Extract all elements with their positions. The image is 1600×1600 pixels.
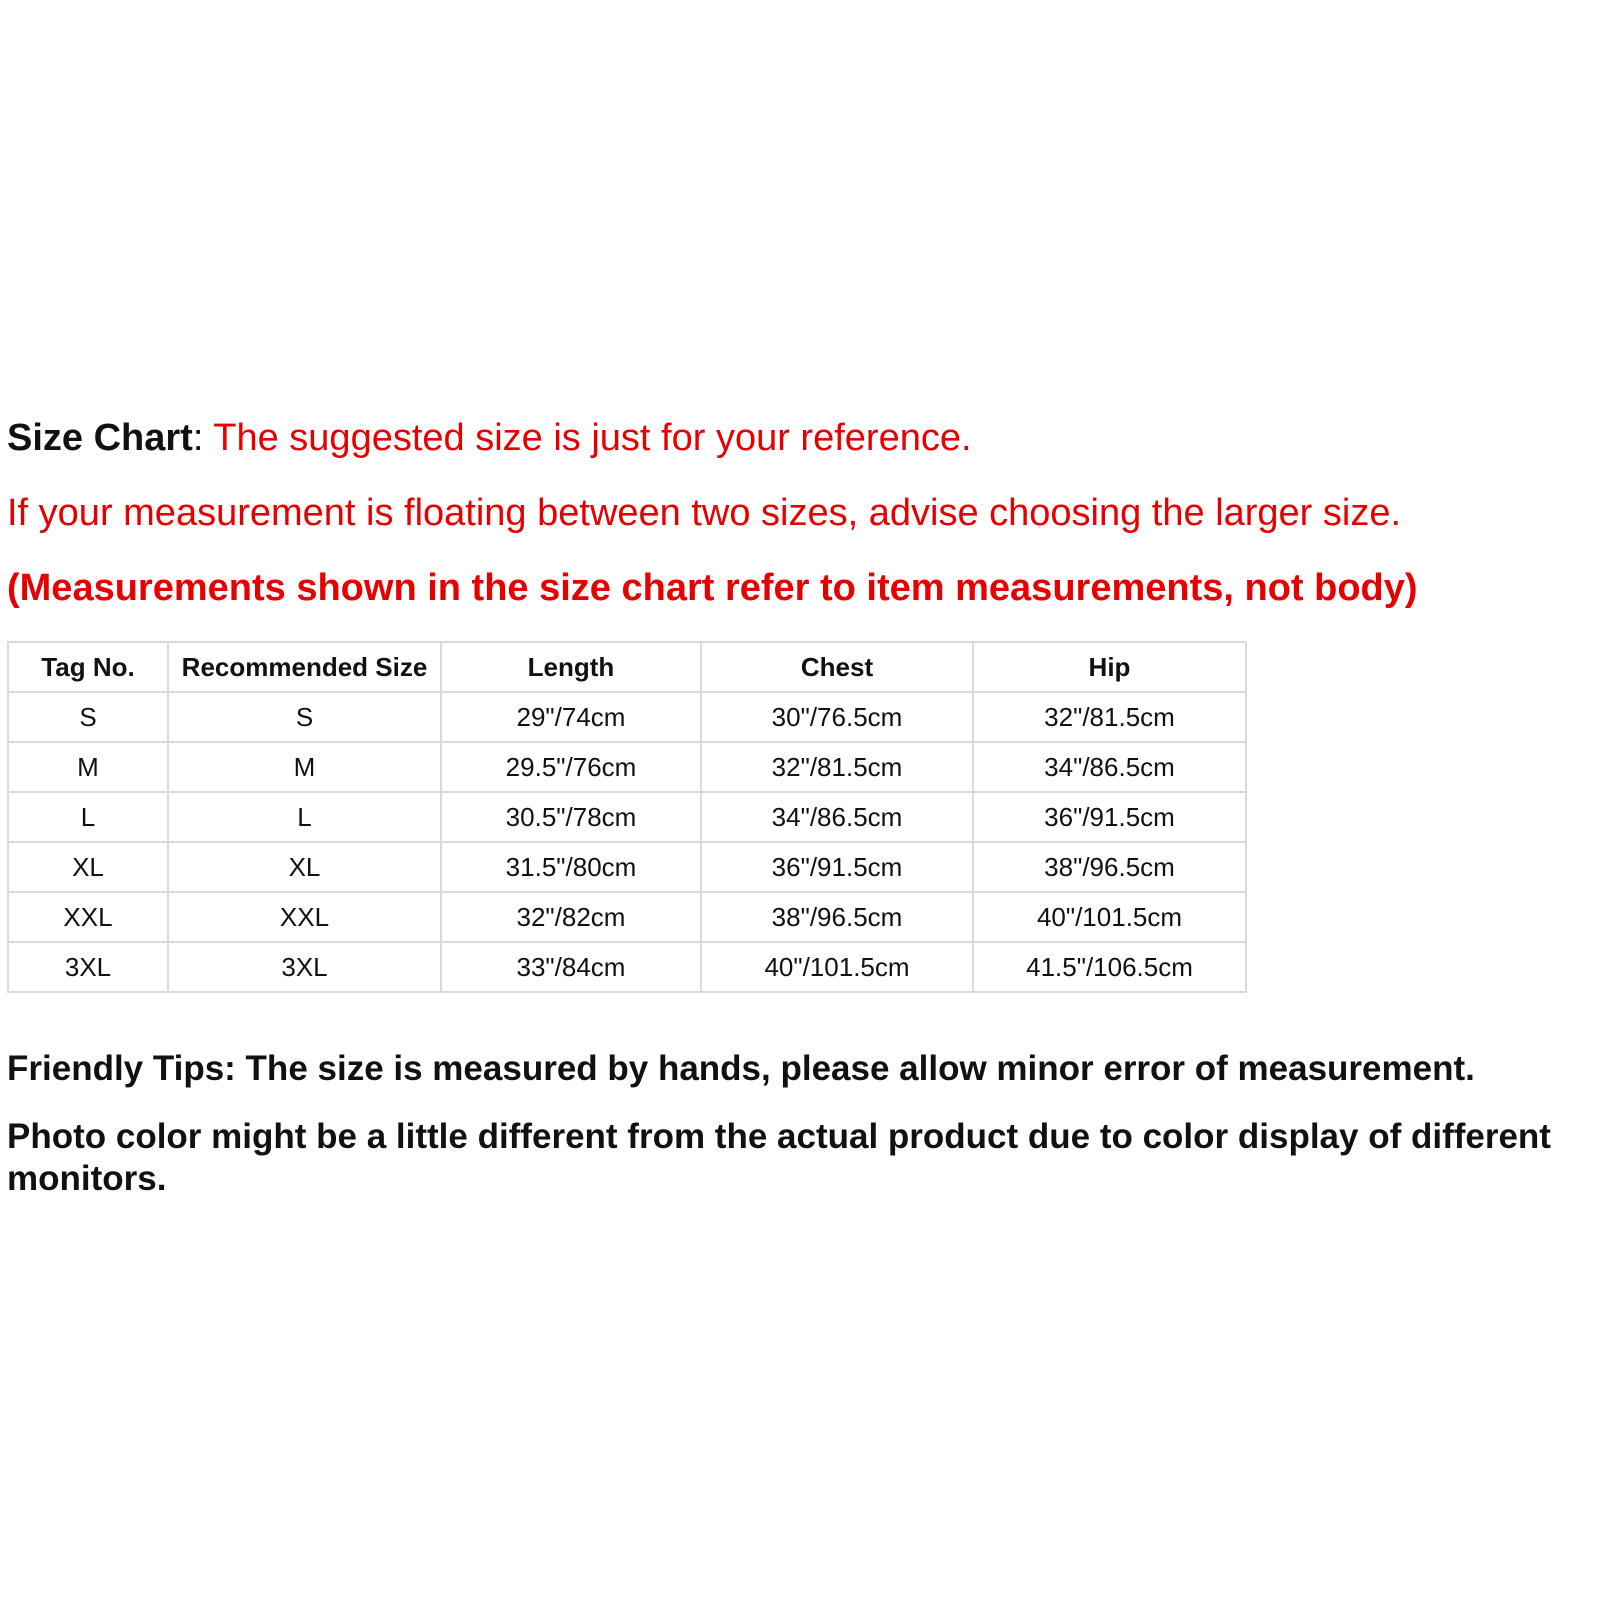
cell-hip: 32"/81.5cm bbox=[973, 692, 1246, 742]
cell-length: 29"/74cm bbox=[441, 692, 701, 742]
cell-length: 30.5"/78cm bbox=[441, 792, 701, 842]
photo-color-note: Photo color might be a little different from the actual product due to color display of different monitors. bbox=[7, 1117, 1551, 1198]
table-row bbox=[8, 842, 1246, 892]
size-advice: If your measurement is floating between two sizes, advise choosing the larger size. bbox=[7, 492, 1402, 534]
cell-chest: 36"/91.5cm bbox=[701, 842, 973, 892]
cell-hip: 40"/101.5cm bbox=[973, 892, 1246, 942]
cell-chest: 34"/86.5cm bbox=[701, 792, 973, 842]
cell-length: 33"/84cm bbox=[441, 942, 701, 992]
measurement-note: (Measurements shown in the size chart refer to item measurements, not body) bbox=[7, 567, 1418, 609]
title-separator: : bbox=[192, 417, 214, 459]
cell-length: 29.5"/76cm bbox=[441, 742, 701, 792]
size-table bbox=[7, 641, 1247, 993]
cell-hip: 36"/91.5cm bbox=[973, 792, 1246, 842]
cell-hip: 34"/86.5cm bbox=[973, 742, 1246, 792]
table-row bbox=[8, 692, 1246, 742]
table-row bbox=[8, 742, 1246, 792]
table-header-row bbox=[8, 642, 1246, 692]
cell-recommended-size: M bbox=[168, 742, 441, 792]
cell-length: 32"/82cm bbox=[441, 892, 701, 942]
table-row bbox=[8, 892, 1246, 942]
cell-tag-no: XXL bbox=[8, 892, 168, 942]
cell-tag-no: XL bbox=[8, 842, 168, 892]
cell-tag-no: M bbox=[8, 742, 168, 792]
cell-tag-no: L bbox=[8, 792, 168, 842]
size-chart-title: Size Chart bbox=[7, 417, 193, 459]
friendly-tips: Friendly Tips: The size is measured by hands, please allow minor error of measurement. bbox=[7, 1049, 1475, 1088]
cell-chest: 40"/101.5cm bbox=[701, 942, 973, 992]
cell-hip: 41.5"/106.5cm bbox=[973, 942, 1246, 992]
table-row bbox=[8, 792, 1246, 842]
column-header-hip: Hip bbox=[973, 642, 1246, 692]
cell-recommended-size: XL bbox=[168, 842, 441, 892]
reference-note: The suggested size is just for your reference. bbox=[213, 417, 972, 459]
cell-chest: 38"/96.5cm bbox=[701, 892, 973, 942]
column-header-recommended-size: Recommended Size bbox=[168, 642, 441, 692]
cell-recommended-size: XXL bbox=[168, 892, 441, 942]
column-header-chest: Chest bbox=[701, 642, 973, 692]
cell-hip: 38"/96.5cm bbox=[973, 842, 1246, 892]
cell-chest: 32"/81.5cm bbox=[701, 742, 973, 792]
cell-recommended-size: 3XL bbox=[168, 942, 441, 992]
cell-recommended-size: L bbox=[168, 792, 441, 842]
cell-length: 31.5"/80cm bbox=[441, 842, 701, 892]
cell-tag-no: 3XL bbox=[8, 942, 168, 992]
cell-chest: 30"/76.5cm bbox=[701, 692, 973, 742]
cell-recommended-size: S bbox=[168, 692, 441, 742]
table-row bbox=[8, 942, 1246, 992]
cell-tag-no: S bbox=[8, 692, 168, 742]
column-header-length: Length bbox=[441, 642, 701, 692]
column-header-tag-no: Tag No. bbox=[8, 642, 168, 692]
size-chart-heading bbox=[7, 415, 972, 461]
